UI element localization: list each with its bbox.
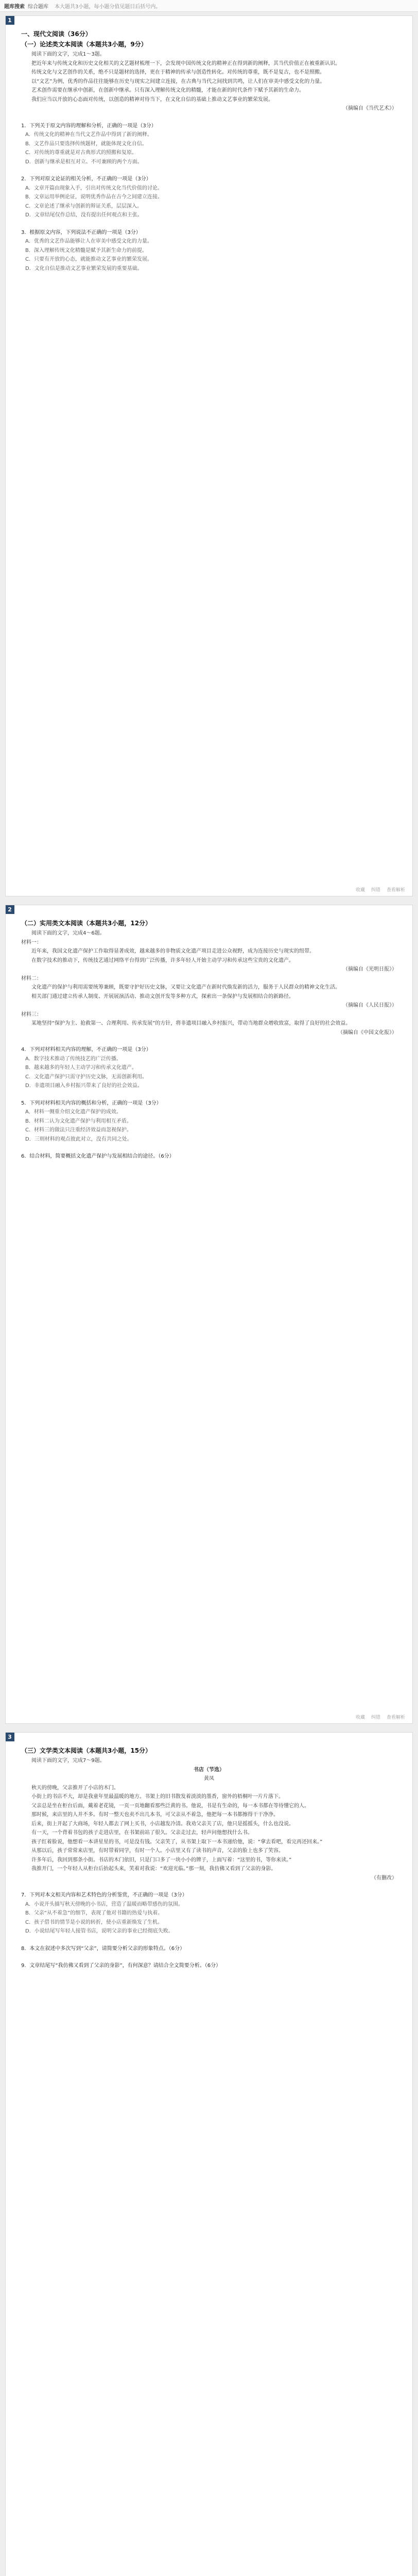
story-paragraph: 小街上的书店不大，却是我童年里最温暖的地方。书架上的旧书散发着淡淡的墨香，窗外的梧桐叶一片片落下。 (31, 1794, 284, 1800)
question-number-badge: 2 (5, 905, 14, 914)
top-note: 本大题共3小题，每小题分值见题目后括号内。 (55, 4, 161, 10)
answer-option[interactable]: C．对传统的尊重就是对古典形式的照搬和复原。 (25, 150, 137, 156)
question-stem: 3．根据原文内容，下列说法不正确的一项是（3分） (21, 229, 141, 235)
question-stem: 7．下列对本文相关内容和艺术特色的分析鉴赏，不正确的一项是（3分） (21, 1892, 187, 1898)
favorite-button[interactable]: 收藏 (355, 888, 365, 893)
question-stem: 1．下列关于原文内容的理解和分析，正确的一项是（3分） (21, 123, 156, 129)
app-subtitle: 综合题库 (28, 4, 48, 10)
passage-source: （摘编自《光明日报》） (343, 967, 397, 972)
story-source: （有删改） (371, 1875, 397, 1881)
answer-option[interactable]: A．数字技术推动了传统技艺的广泛传播。 (25, 1056, 121, 1062)
answer-option[interactable]: B．深入理解传统文化精髓是赋予其新生命力的前提。 (25, 247, 147, 253)
answer-option[interactable]: B．越来越多的年轻人主动学习和传承文化遗产。 (25, 1065, 137, 1071)
answer-option[interactable]: B．文艺作品只要选择传统题材，就能体现文化自信。 (25, 141, 147, 147)
question-stem: 4．下列对材料相关内容的理解，不正确的一项是（3分） (21, 1047, 151, 1053)
panel-footer (356, 886, 405, 893)
answer-option[interactable]: D．文章结尾仅作总结，没有提出任何观点和主张。 (25, 212, 143, 218)
answer-option[interactable]: D．创新与继承是相互对立、不可兼顾的两个方面。 (25, 159, 143, 165)
app-title: 题库搜索 (4, 4, 25, 10)
panel-footer (356, 1714, 405, 1720)
report-error-button[interactable]: 纠错 (371, 888, 380, 893)
material-label: 材料二： (21, 975, 42, 981)
story-author: 黄凤 (204, 1776, 214, 1782)
passage-paragraph: 传统文化与文艺创作的关系，绝不只是题材的选择，更在于精神的传承与创造性转化。对传统的尊重，既不是复古，也不是照搬。 (31, 70, 325, 75)
view-analysis-button[interactable]: 查看解析 (386, 888, 405, 893)
passage-paragraph: 艺术创作需要在继承中创新，在创新中继承。只有深入理解传统文化的精髓，才能在新的时代条件下赋予其新的生命力。 (31, 88, 304, 93)
view-analysis-button[interactable]: 查看解析 (386, 1715, 405, 1720)
passage-source: （摘编自《中国文化报》） (338, 1029, 397, 1036)
passage-paragraph: 相关部门通过建立传承人制度、开展展演活动、推动文创开发等多种方式，探索出一条保护与发展相结合的新路径。 (31, 993, 294, 999)
question-stem: 5．下列对材料相关内容的概括和分析，正确的一项是（3分） (21, 1100, 162, 1106)
question-stem: 2．下列对原文论证的相关分析，不正确的一项是（3分） (21, 176, 151, 182)
section-heading: （二）实用类文本阅读（本题共3小题，12分） (21, 920, 152, 927)
favorite-button[interactable]: 收藏 (355, 1715, 365, 1720)
question-number-badge: 3 (5, 1732, 14, 1741)
passage-paragraph: 某地坚持“保护为主、抢救第一、合理利用、传承发展”的方针，将非遗项目融入乡村振兴，带动当地群众增收致富，取得了良好的社会效益。 (31, 1021, 351, 1026)
passage-paragraph: 把近年来与传统文化和历史文化相关的文艺题材梳理一下，会发现中国传统文化的精神正在得到新的阐释，其当代价值正在被重新认识。 (31, 60, 340, 66)
answer-option[interactable]: B．材料二认为文化遗产保护与利用相互矛盾。 (25, 1118, 132, 1124)
story-paragraph: 孩子红着脸说，他想看一本讲星星的书，可是没有钱。父亲笑了，从书架上取下一本书递给他，说：“拿去看吧，看完再还回来。” (31, 1839, 323, 1845)
story-title: 书店（节选） (194, 1767, 224, 1773)
answer-option[interactable]: C．文章论述了继承与创新的辩证关系，层层深入。 (25, 203, 142, 209)
question-panel-1 (5, 15, 413, 896)
answer-option[interactable]: A．小说开头描写秋天傍晚的小书店，营造了温暖而略带感伤的氛围。 (25, 1901, 183, 1907)
story-paragraph: 父亲总是坐在柜台后面，戴着老花镜，一页一页地翻看那些泛黄的书。他说，书是有生命的，每一本书都在等待懂它的人。 (31, 1803, 309, 1809)
answer-option[interactable]: D．小说结尾写年轻人接管书店，说明父亲的事业已经彻底失败。 (25, 1928, 173, 1934)
question-stem: 9．文章结尾写“我仿佛又看到了父亲的身影”，有何深意？请结合全文简要分析。（6分） (21, 1963, 221, 1969)
question-panel-2 (5, 905, 413, 1724)
answer-option[interactable]: B．父亲“从不着急”的细节，表现了他对书籍的热爱与执着。 (25, 1910, 163, 1916)
story-paragraph: 后来，街上开起了大商场，年轻人都去了网上买书，小店越发冷清。我劝父亲关了店，他只是摇摇头，什么也没说。 (31, 1821, 294, 1827)
passage-source: （摘编自《人民日报》） (343, 1003, 397, 1008)
passage-paragraph: 以“文艺”为例，优秀的作品往往能够在历史与现实之间建立连接，在古典与当代之间找到共鸣，让人们在审美中感受文化的力量。 (31, 78, 325, 84)
instruction: 阅读下面的文字，完成1～3题。 (31, 52, 105, 57)
passage-paragraph: 我们应当以开放的心态面对传统，以创造的精神对待当下，在文化自信的基础上推动文艺事业的繁荣发展。 (31, 96, 273, 103)
answer-option[interactable]: D．三则材料的观点彼此对立，没有共同之处。 (25, 1136, 132, 1142)
answer-option[interactable]: A．材料一侧重介绍文化遗产保护的成效。 (25, 1109, 121, 1115)
question-content (21, 919, 397, 1161)
answer-option[interactable]: A．文章开篇由现象入手，引出对传统文化当代价值的讨论。 (25, 185, 163, 191)
passage-paragraph: 近年来，我国文化遗产保护工作取得显著成效，越来越多的非物质文化遗产项目走进公众视野，成为连接历史与现实的纽带。 (31, 948, 315, 954)
question-stem: 6．结合材料，简要概括文化遗产保护与发展相结合的途径。（6分） (21, 1154, 175, 1159)
subsection-heading: （一）论述类文本阅读（本题共3小题，9分） (21, 41, 147, 48)
question-content (21, 29, 397, 273)
material-label: 材料一： (21, 939, 42, 945)
story-paragraph: 有一天，一个背着书包的孩子走进店里，在书架前站了很久。父亲走过去，轻声问他想找什么书。 (31, 1830, 253, 1836)
passage-source: （摘编自《当代艺术》） (343, 106, 397, 111)
question-panel-3 (5, 1732, 413, 2576)
top-bar (0, 0, 418, 12)
story-paragraph: 我推开门，一个年轻人从柜台后抬起头来，笑着对我说：“欢迎光临。”那一刻，我仿佛又看到了父亲的身影。 (31, 1866, 276, 1872)
answer-option[interactable]: C．孩子借书的情节是小说的转折，使小店重新焕发了生机。 (25, 1919, 163, 1925)
answer-option[interactable]: D．文化自信是推动文艺事业繁荣发展的重要基础。 (25, 265, 143, 272)
answer-option[interactable]: A．传统文化的精神在当代文艺作品中得到了新的阐释。 (25, 132, 152, 138)
answer-option[interactable]: B．文章运用举例论证，说明优秀作品在古今之间建立连接。 (25, 194, 163, 200)
story-paragraph: 从那以后，孩子常常来店里，有时带着同学，有时一个人。小店里又有了读书的声音，父亲的脸上也多了笑容。 (31, 1848, 284, 1854)
question-number-badge: 1 (5, 15, 14, 25)
passage-paragraph: 文化遗产的保护与利用需要统筹兼顾，既要守护好历史文脉，又要让文化遗产在新时代焕发新的活力，服务于人民群众的精神文化生活。 (31, 985, 340, 990)
section-heading: 一、现代文阅读（36分） (21, 30, 92, 38)
answer-option[interactable]: C．只要有开放的心态，就能推动文艺事业的繁荣发展。 (25, 257, 152, 262)
story-paragraph: 秋天的傍晚，父亲推开了小店的木门。 (31, 1785, 119, 1791)
answer-option[interactable]: C．文化遗产保护只需守护历史文脉，无需创新利用。 (25, 1074, 147, 1080)
report-error-button[interactable]: 纠错 (371, 1715, 380, 1720)
section-heading: （三）文学类文本阅读（本题共3小题，15分） (21, 1747, 152, 1754)
instruction: 阅读下面的文字，完成7～9题。 (31, 1758, 105, 1764)
story-paragraph: 许多年后，我回到那条小街。书店的木门依旧，只是门口多了一块小小的牌子，上面写着：“这里的书，等你来读。” (31, 1857, 292, 1863)
passage-paragraph: 在数字技术的推动下，传统技艺通过网络平台得到广泛传播，许多年轻人开始主动学习和传承这些宝贵的文化遗产。 (31, 957, 294, 963)
material-label: 材料三： (21, 1011, 42, 1018)
answer-option[interactable]: C．材料三的做法只注重经济效益而忽视保护。 (25, 1127, 132, 1133)
question-content (21, 1746, 397, 1971)
answer-option[interactable]: D．非遗项目融入乡村振兴带来了良好的社会效益。 (25, 1083, 143, 1089)
question-stem: 8．本文在叙述中多次写到“父亲”，请简要分析父亲的形象特点。（6分） (21, 1945, 185, 1952)
instruction: 阅读下面的文字，完成4～6题。 (31, 930, 105, 936)
answer-option[interactable]: A．优秀的文艺作品能够让人在审美中感受文化的力量。 (25, 239, 152, 244)
story-paragraph: 那时候，来店里的人并不多。有时一整天也卖不出几本书，可父亲从不着急，他把每一本书都擦得干干净净。 (31, 1812, 278, 1818)
